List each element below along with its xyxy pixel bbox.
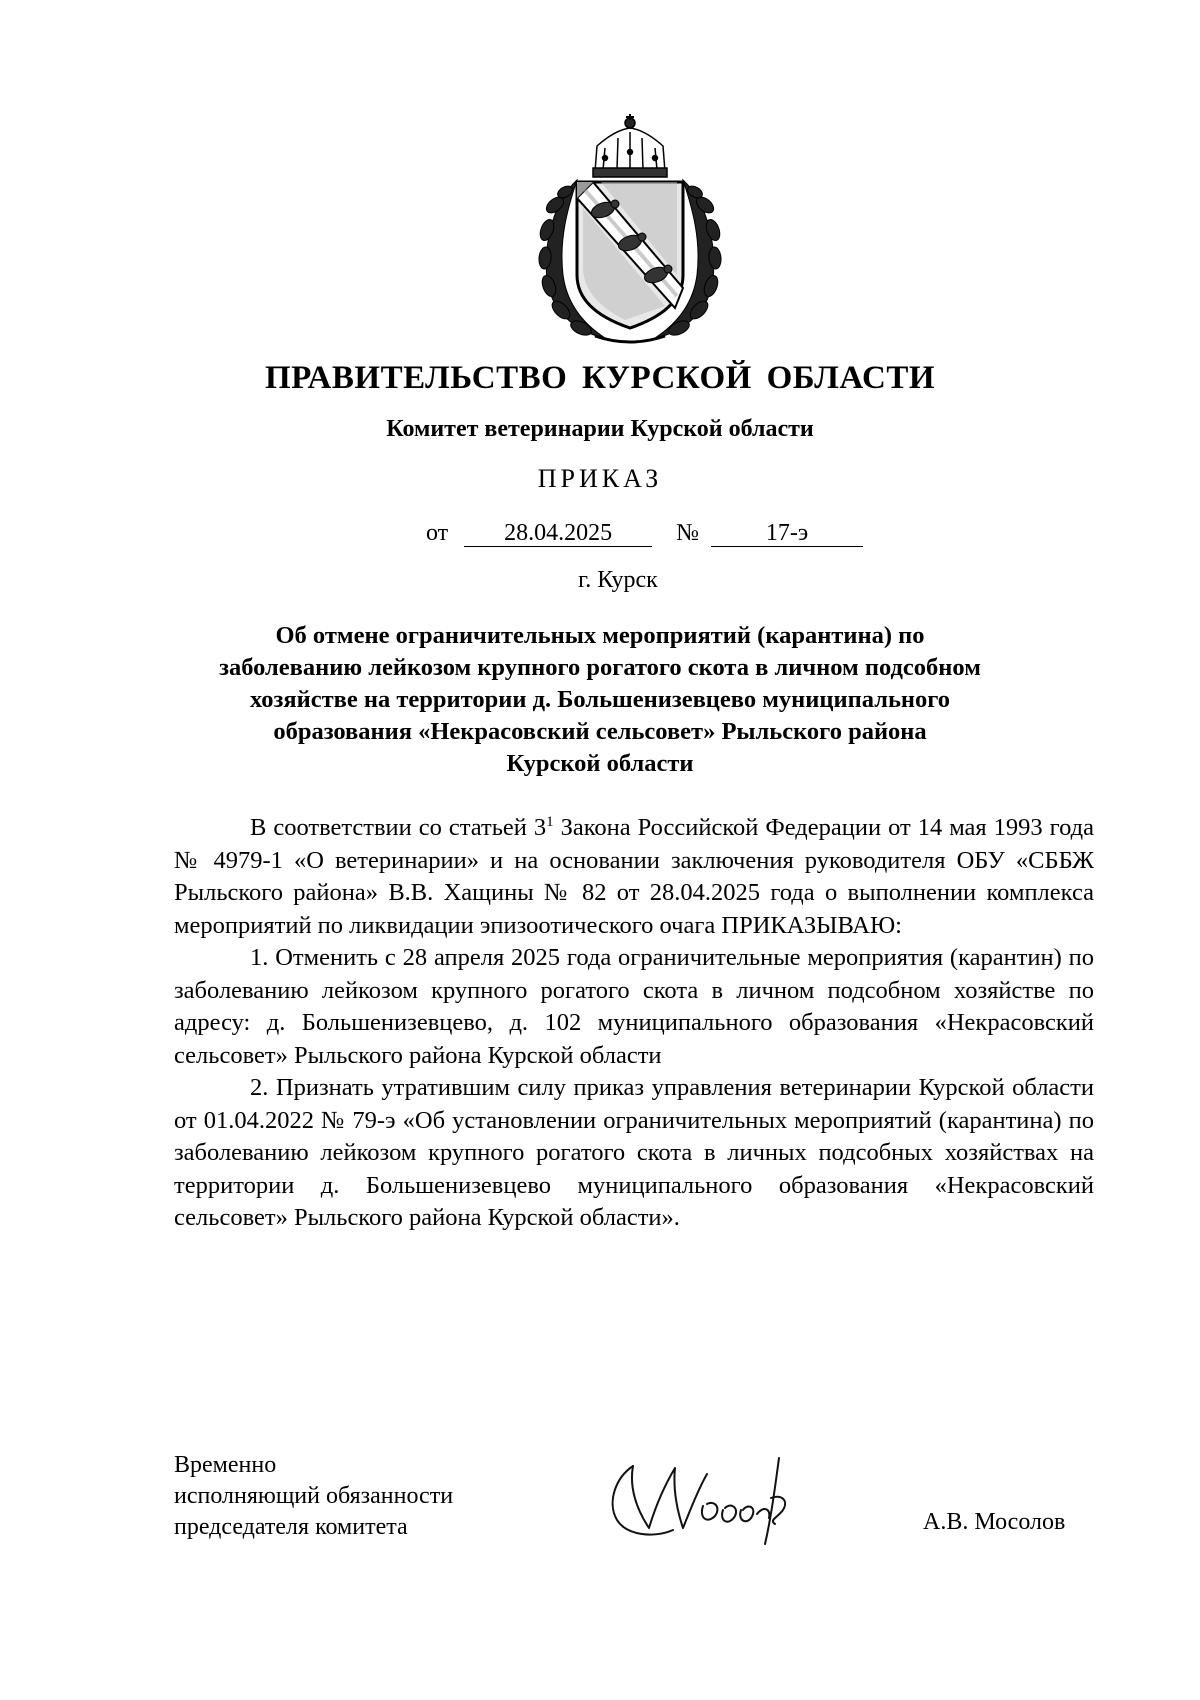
order-heading	[150, 620, 1050, 780]
committee-name: Комитет ветеринарии Курской области	[386, 416, 814, 442]
article-superscript: 1	[546, 813, 554, 830]
order-item-1: 1. Отменить с 28 апреля 2025 года ограничительные мероприятия (карантин) по заболеванию лейкозом крупного рогатого скота в личном подсобном хозяйстве по адресу: д. Большенизевцево, д. 102 муниципального образования «Некрасовский сельсовет» Рыльского района Курской области	[174, 944, 1094, 1069]
signatory-name: А.В. Мосолов	[923, 1509, 1066, 1535]
order-number: 17-э	[711, 520, 863, 547]
handwritten-signature	[603, 1448, 828, 1553]
position-line: председателя комитета	[174, 1514, 408, 1540]
date-prefix: от	[426, 520, 449, 546]
date-number-line	[426, 520, 863, 547]
position-line: исполняющий обязанности	[174, 1483, 454, 1509]
heading-line: образования «Некрасовский сельсовет» Рыльского района	[273, 718, 927, 745]
heading-line: хозяйстве на территории д. Большенизевцево муниципального	[249, 686, 951, 713]
city: г. Курск	[578, 567, 658, 593]
number-prefix: №	[676, 520, 700, 546]
government-title: ПРАВИТЕЛЬСТВО КУРСКОЙ ОБЛАСТИ	[264, 360, 936, 396]
order-body	[174, 812, 1094, 1235]
coat-of-arms-emblem	[525, 110, 735, 345]
order-item-2: 2. Признать утратившим силу приказ управления ветеринарии Курской области от 01.04.2022 № 79-э «Об установлении ограничительных мероприятий (карантина) по заболеванию лейкозом крупного рогатого скота в личных подсобных хозяйствах на территории д. Большенизевцево муниципального образования «Некрасовский сельсовет» Рыльского района Курской области».	[174, 1074, 1094, 1231]
signatory-position	[174, 1450, 453, 1543]
preamble-text-rest: Закона Российской Федерации от 14 мая 1993 года № 4979-1 «О ветеринарии» и на основании заключения руководителя ОБУ «СББЖ Рыльского района» В.В. Хащины № 82 от 28.04.2025 года о выполнении комплекса мероприятий по ликвидации эпизоотического очага ПРИКАЗЫВАЮ:	[174, 814, 1094, 939]
preamble-paragraph	[174, 812, 1094, 942]
preamble-text-start: В соответствии со статьей 3	[250, 814, 547, 841]
document-type: ПРИКАЗ	[537, 464, 663, 493]
position-line: Временно	[174, 1452, 277, 1478]
heading-line: Об отмене ограничительных мероприятий (карантина) по	[275, 622, 925, 649]
heading-line: заболеванию лейкозом крупного рогатого скота в личном подсобном	[219, 654, 981, 681]
order-date: 28.04.2025	[464, 520, 652, 547]
heading-line: Курской области	[506, 750, 694, 777]
